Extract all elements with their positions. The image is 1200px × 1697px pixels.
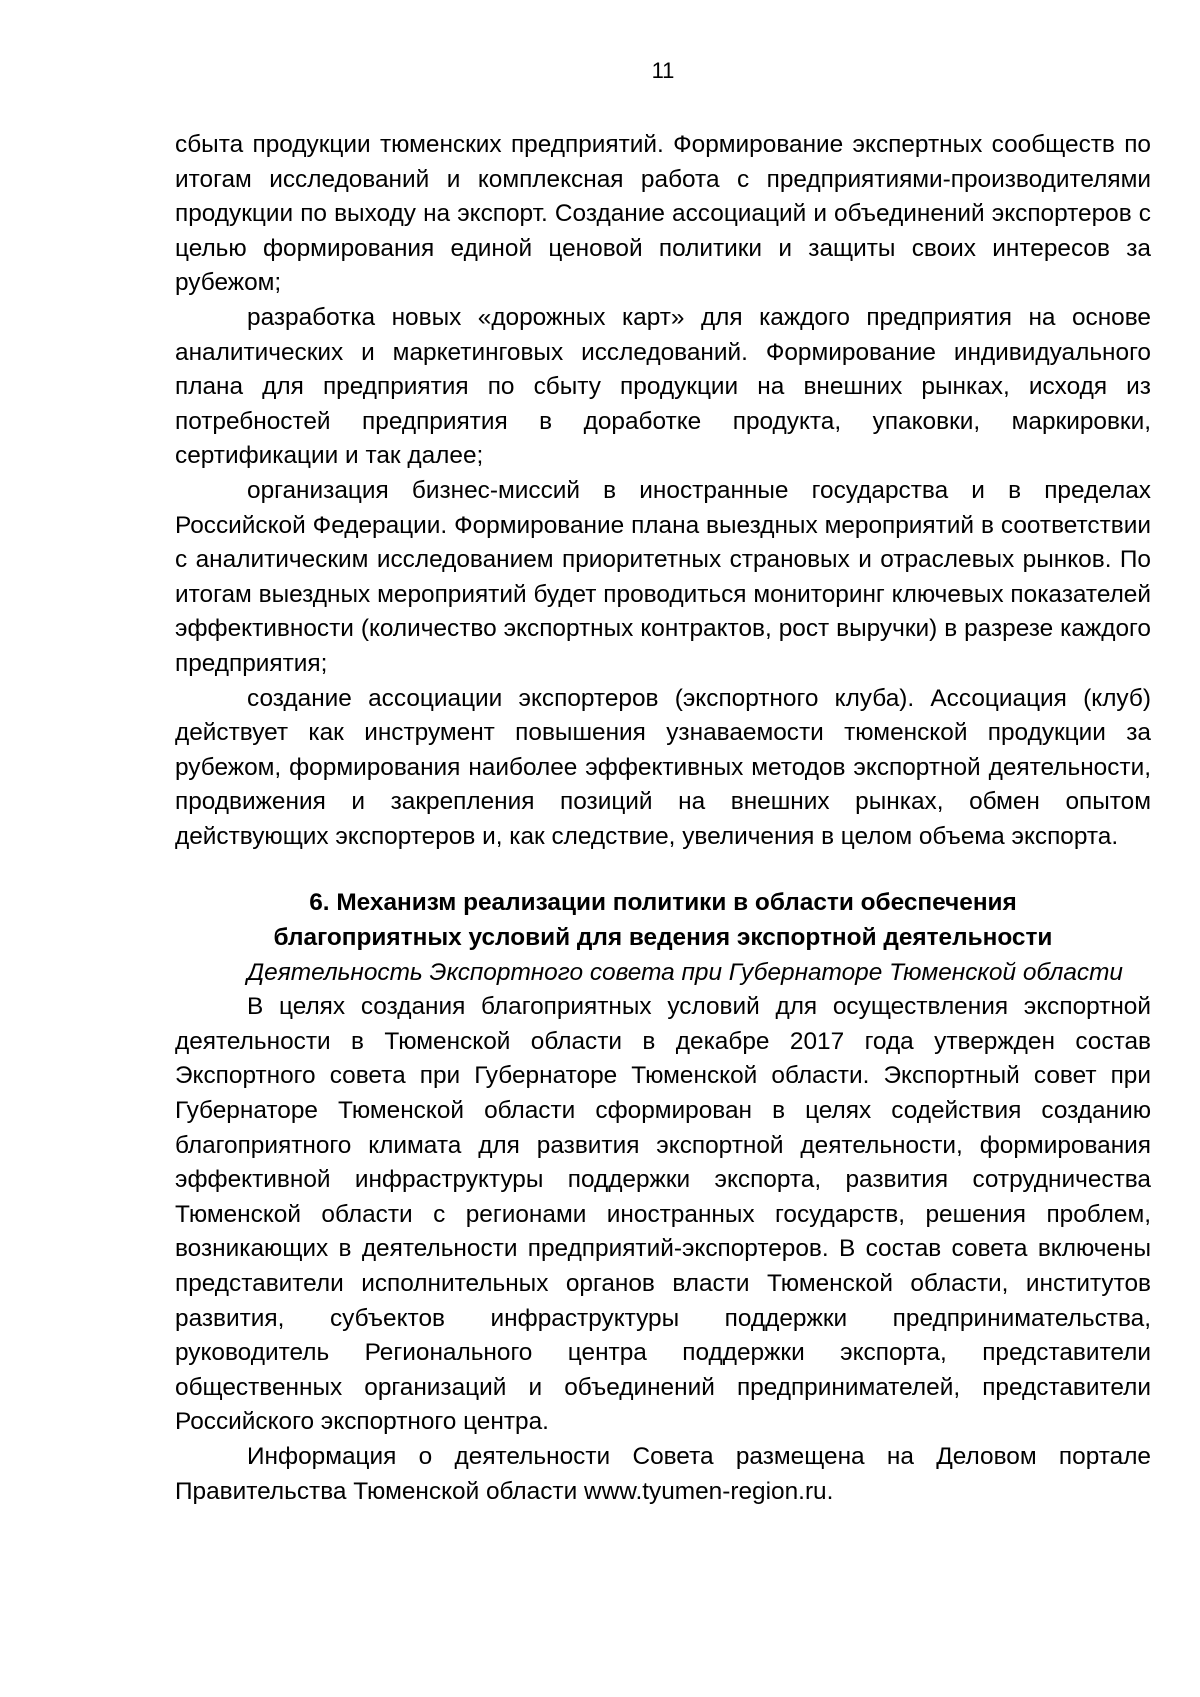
- paragraph-council-info: Информация о деятельности Совета размещена на Деловом портале Правительства Тюменской области www.tyumen-region.ru.: [175, 1442, 1151, 1505]
- section-heading: [175, 886, 1151, 955]
- paragraph-sales-research: сбыта продукции тюменских предприятий. Формирование экспертных сообществ по итогам исследований и комплексная работа с предприятиями-производителями продукции по выходу на экспорт. Создание ассоциаций и объединений экспортеров с целью формирования единой ценовой политики и защиты своих интересов за рубежом;: [175, 131, 1151, 297]
- paragraph-exporters-association: создание ассоциации экспортеров (экспортного клуба). Ассоциация (клуб) действует как инструмент повышения узнаваемости тюменской продукции за рубежом, формирования наиболее эффективных методов экспортной деятельности, продвижения и закрепления позиций на внешних рынках, обмен опытом действующих экспортеров и, как следствие, увеличения в целом объема экспорта.: [175, 684, 1151, 850]
- paragraph-business-missions: организация бизнес-миссий в иностранные государства и в пределах Российской Федерации. Формирование плана выездных мероприятий в соответствии с аналитическим исследованием приоритетных страновых и отраслевых рынков. По итогам выездных мероприятий будет проводиться мониторинг ключевых показателей эффективности (количество экспортных контрактов, рост выручки) в разрезе каждого предприятия;: [175, 476, 1151, 677]
- document-body: [175, 128, 1151, 1509]
- section-subheading: Деятельность Экспортного совета при Губернаторе Тюменской области: [247, 958, 1123, 986]
- paragraph-roadmaps: разработка новых «дорожных карт» для каждого предприятия на основе аналитических и маркетинговых исследований. Формирование индивидуального плана для предприятия по сбыту продукции на внешних рынках, исходя из потребностей предприятия в доработке продукта, упаковки, маркировки, сертификации и так далее;: [175, 303, 1151, 470]
- section-heading-line-2: благоприятных условий для ведения экспортной деятельности: [273, 924, 1053, 952]
- section-heading-line-1: 6. Механизм реализации политики в области обеспечения: [309, 889, 1017, 917]
- page-number: 11: [651, 58, 675, 83]
- paragraph-export-council: В целях создания благоприятных условий для осуществления экспортной деятельности в Тюменской области в декабре 2017 года утвержден состав Экспортного совета при Губернаторе Тюменской области. Экспортный совет при Губернаторе Тюменской области сформирован в целях содействия созданию благоприятного климата для развития экспортной деятельности, формирования эффективной инфраструктуры поддержки экспорта, развития сотрудничества Тюменской области с регионами иностранных государств, решения проблем, возникающих в деятельности предприятий-экспортеров. В состав совета включены представители исполнительных органов власти Тюменской области, институтов развития, субъектов инфраструктуры поддержки предпринимательства, руководитель Регионального центра поддержки экспорта, представители общественных организаций и объединений предпринимателей, представители Российского экспортного центра.: [175, 993, 1151, 1436]
